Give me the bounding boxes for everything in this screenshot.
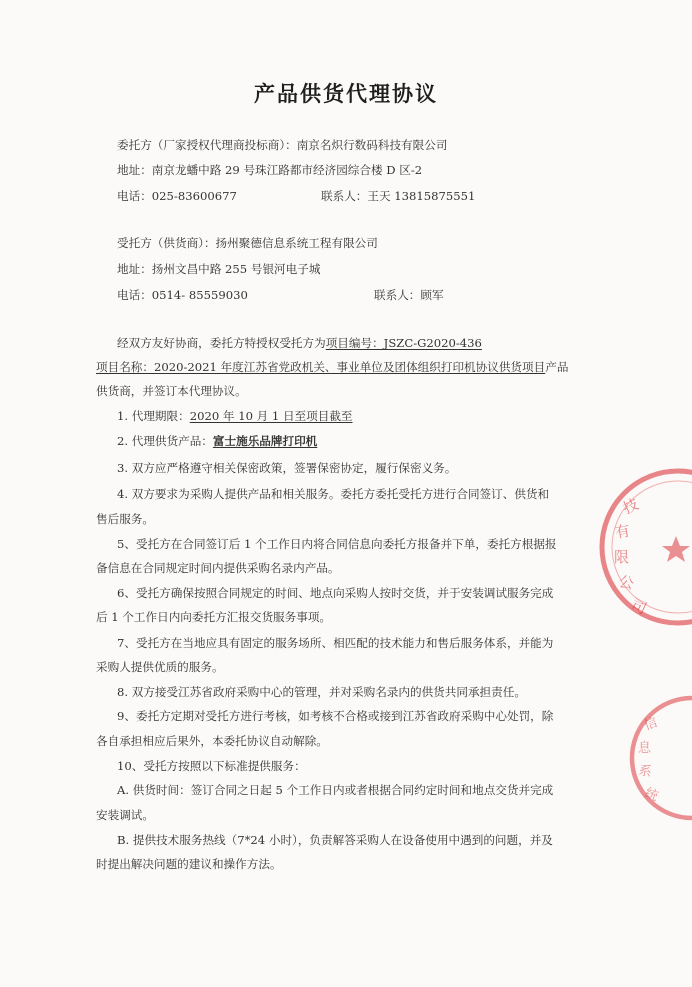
item-1 [117,409,353,424]
intro-line-1 [117,336,482,351]
intro-line-3: 供货商，并签订本代理协议。 [96,384,247,398]
intro-text: 经双方友好协商，委托方特授权受托方为 [117,336,326,350]
svg-text:有: 有 [613,521,632,542]
agent-line: 受托方（供货商）：扬州聚德信息系统工程有限公司 [117,236,378,250]
svg-text:统: 统 [642,785,661,805]
agent-phone: 电话：0514- 85559030 [117,288,248,302]
item-5-line-1: 5、受托方在合同签订后 1 个工作日内将合同信息向委托方报备并下单，委托方根据报 [117,537,557,551]
item-6-line-2: 后 1 个工作日内向委托方汇报交货服务事项。 [96,610,332,624]
intro-text-2: 产品 [545,360,569,374]
svg-text:司: 司 [628,595,650,618]
item-b-line-1: B. 提供技术服务热线（7*24 小时），负责解答采购人在设备使用中遇到的问题，并及 [117,833,553,847]
svg-text:技: 技 [620,494,642,518]
svg-text:限: 限 [614,548,630,566]
item-3: 3. 双方应严格遵守相关保密政策，签署保密协定，履行保密义务。 [117,461,457,475]
item-8: 8. 双方接受江苏省政府采购中心的管理，并对采购名录内的供货共同承担责任。 [117,685,526,699]
principal-address: 地址：南京龙蟠中路 29 号珠江路都市经济园综合楼 D 区-2 [117,163,423,177]
item-4-line-1: 4. 双方要求为采购人提供产品和相关服务。委托方委托受托方进行合同签订、供货和 [117,487,550,501]
principal-phone: 电话：025-83600677 [117,189,237,203]
item-6-line-1: 6、受托方确保按照合同规定的时间、地点向采购人按时交货，并于安装调试服务完成 [117,586,554,600]
document-title: 产品供货代理协议 [254,82,438,106]
item-5-line-2: 备信息在合同规定时间内提供采购名录内产品。 [96,561,340,575]
item-10: 10、受托方按照以下标准提供服务： [117,759,306,773]
item-7-line-1: 7、受托方在当地应具有固定的服务场所、相匹配的技术能力和售后服务体系，并能为 [117,636,554,650]
svg-text:息: 息 [638,741,652,756]
item-2 [117,434,317,449]
item-1-label: 1. 代理期限： [117,409,190,423]
principal-line: 委托方（厂家授权代理商投标商）：南京名炽行数码科技有限公司 [117,138,448,152]
svg-text:公: 公 [617,572,636,594]
agency-period: 2020 年 10 月 1 日至项目截至 [189,409,353,423]
principal-contact: 联系人：王天 13815875551 [321,189,476,203]
company-seal-lower [612,690,692,825]
project-name: 项目名称：2020-2021 年度江苏省党政机关、事业单位及团体组织打印机协议供货项目 [96,360,546,374]
item-9-line-1: 9、委托方定期对受托方进行考核，如考核不合格或接到江苏省政府采购中心处罚，除 [117,709,554,723]
item-7-line-2: 采购人提供优质的服务。 [96,660,224,674]
agent-contact: 联系人：顾军 [374,288,444,302]
intro-line-2 [96,360,568,375]
svg-text:系: 系 [637,763,653,781]
svg-text:信: 信 [642,715,660,734]
item-4-line-2: 售后服务。 [96,512,154,526]
item-a-line-1: A. 供货时间：签订合同之日起 5 个工作日内或者根据合同约定时间和地点交货并完成 [117,783,554,797]
item-b-line-2: 时提出解决问题的建议和操作方法。 [96,857,282,871]
item-2-label: 2. 代理供货产品： [117,434,213,448]
project-number: 项目编号：JSZC-G2020-436 [325,336,482,350]
agency-product: 富士施乐品牌打印机 [212,434,318,448]
company-seal-upper [590,462,692,632]
item-9-line-2: 各自承担相应后果外，本委托协议自动解除。 [96,734,328,748]
item-a-line-2: 安装调试。 [96,808,154,822]
agent-address: 地址：扬州文昌中路 255 号银河电子城 [117,262,321,276]
